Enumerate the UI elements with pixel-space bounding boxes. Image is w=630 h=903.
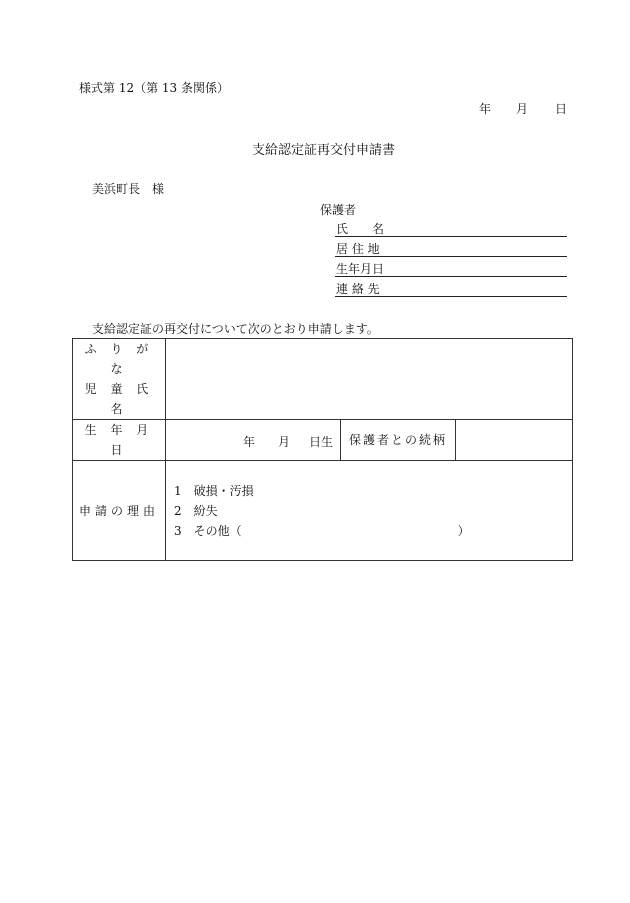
reason-label: 申請の理由 xyxy=(78,503,159,518)
guardian-address-underline xyxy=(335,256,567,257)
date-month: 月 xyxy=(516,102,529,116)
application-statement: 支給認定証の再交付について次のとおり申請します。 xyxy=(92,322,379,336)
guardian-address-label: 居 住 地 xyxy=(336,242,380,256)
birthdate-label-cell xyxy=(73,420,166,461)
date-year: 年 xyxy=(479,102,492,116)
form-title: 支給認定証再交付申請書 xyxy=(252,143,396,158)
guardian-heading: 保護者 xyxy=(320,203,357,217)
form-number: 様式第 12（第 13 条関係） xyxy=(79,81,229,95)
guardian-birthdate-underline xyxy=(335,276,567,277)
addressee: 美浜町長 様 xyxy=(92,182,165,196)
relationship-label-cell xyxy=(341,420,456,461)
birth-year-label: 年 xyxy=(243,435,256,449)
guardian-name-label: 氏 名 xyxy=(336,222,385,236)
guardian-contact-underline xyxy=(335,296,567,297)
birthdate-row xyxy=(73,420,573,461)
birthdate-input-cell[interactable] xyxy=(166,420,341,461)
reason-option-lost[interactable]: 2 紛失 xyxy=(174,503,218,518)
child-name-label-cell xyxy=(73,339,166,420)
reason-label-cell xyxy=(73,461,166,561)
birthdate-label: 生 年 月 日 xyxy=(84,423,154,457)
guardian-name-underline xyxy=(335,236,567,237)
child-name-label: 児 童 氏 名 xyxy=(84,382,154,416)
birth-day-label: 日生 xyxy=(309,435,334,449)
birth-month-label: 月 xyxy=(278,435,291,449)
guardian-contact-label: 連 絡 先 xyxy=(336,282,380,296)
reason-option-other[interactable]: 3 その他（ ） xyxy=(174,523,470,538)
reason-option-damage[interactable]: 1 破損・汚損 xyxy=(174,483,254,498)
relationship-input-cell[interactable] xyxy=(456,420,573,461)
reason-options-cell xyxy=(166,461,573,561)
date-day: 日 xyxy=(555,102,568,116)
application-table xyxy=(72,338,573,561)
child-name-row xyxy=(73,339,573,420)
relationship-label: 保護者との続柄 xyxy=(348,433,447,447)
child-name-input-cell[interactable] xyxy=(166,339,573,420)
guardian-birthdate-label: 生年月日 xyxy=(336,262,385,276)
furigana-label: ふ り が な xyxy=(84,342,154,376)
reason-row xyxy=(73,461,573,561)
